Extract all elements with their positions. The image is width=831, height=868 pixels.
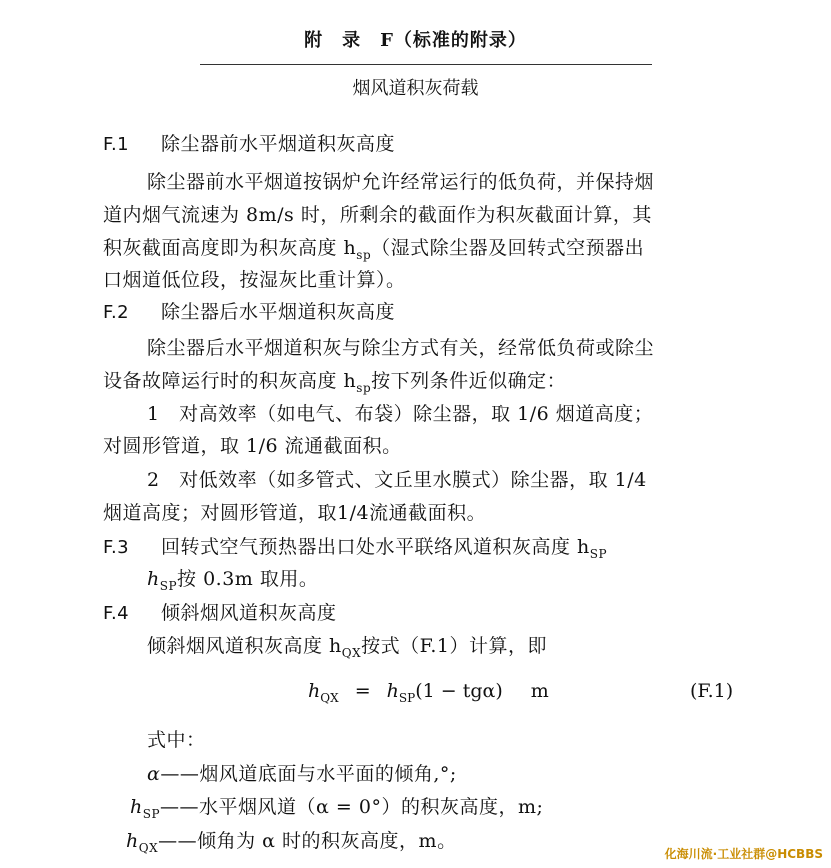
paragraph-line: 除尘器后水平烟道积灰与除尘方式有关，经常低负荷或除尘 [147,337,655,359]
section-f4-heading [103,601,337,626]
subscript: SP [142,806,161,821]
section-f3-heading [103,535,607,566]
paragraph-line [103,236,644,267]
definition-text: ——水平烟风道（α = 0°）的积灰高度，m; [160,796,544,818]
section-number: F.1 [103,134,130,155]
formula-lhs-var: h [308,680,321,702]
subscript: QX [138,840,159,855]
text-run: 积灰截面高度即为积灰高度 h [103,237,357,259]
definition-text: ——倾角为 α 时的积灰高度，m。 [158,830,457,852]
section-f1-heading [103,132,395,157]
text-run: （湿式除尘器及回转式空预器出 [371,237,645,259]
formula-rhs-var: h [386,680,399,702]
watermark: 化海川流·工业社群@HCBBS [664,847,823,861]
section-number: F.3 [103,537,130,558]
text-run: 按式（F.1）计算，即 [361,635,548,657]
paragraph-line [147,567,318,598]
paragraph-line [103,369,566,400]
subscript: sp [356,380,372,395]
subscript: SP [589,546,608,561]
section-title: 回转式空气预热器出口处水平联络风道积灰高度 h [161,536,590,558]
subscript: QX [341,645,362,660]
section-number: F.2 [103,302,130,323]
text-run: 设备故障运行时的积灰高度 h [103,370,357,392]
section-number: F.4 [103,603,130,624]
definition-symbol: h [130,796,143,818]
formula-rhs: (1 − tgα) [415,680,503,702]
formula-f1 [308,680,549,705]
formula-lhs-sub: QX [320,690,339,705]
list-item-cont: 对圆形管道，取 1/6 流通截面积。 [103,435,402,457]
where-label: 式中： [147,729,206,751]
definition-text: ——烟风道底面与水平面的倾角,°; [160,763,457,785]
appendix-title: 附 录 F（标准的附录） [304,30,527,51]
subscript: SP [159,578,178,593]
paragraph-line [147,634,547,665]
appendix-subtitle: 烟风道积灰荷载 [352,78,479,99]
title-rule [200,64,652,65]
equation-number: (F.1) [690,680,734,702]
definition-symbol: h [126,830,139,852]
variable: h [147,568,160,590]
list-item: 1 对高效率（如电气、布袋）除尘器，取 1/6 烟道高度； [147,403,654,425]
section-title: 除尘器后水平烟道积灰高度 [161,301,396,323]
formula-rhs-sub: SP [398,690,416,705]
text-run: 按下列条件近似确定： [371,370,567,392]
definition-row [126,829,457,860]
subscript: sp [356,247,372,262]
section-title: 倾斜烟风道积灰高度 [161,602,337,624]
section-f2-heading [103,300,395,325]
definition-symbol: α [147,763,161,785]
definition-row [147,762,457,786]
paragraph-line: 除尘器前水平烟道按锅炉允许经常运行的低负荷，并保持烟 [147,171,655,193]
formula-unit: m [530,680,549,702]
paragraph-line: 道内烟气流速为 8m/s 时，所剩余的截面作为积灰截面计算，其 [103,204,652,226]
formula-equals: = [354,680,371,702]
text-run: 倾斜烟风道积灰高度 h [147,635,342,657]
list-item-cont: 烟道高度；对圆形管道，取1/4流通截面积。 [103,502,487,524]
section-title: 除尘器前水平烟道积灰高度 [161,133,396,155]
definition-row [130,795,543,826]
paragraph-line: 口烟道低位段，按湿灰比重计算）。 [103,269,406,291]
list-item: 2 对低效率（如多管式、文丘里水膜式）除尘器，取 1/4 [147,469,647,491]
text-run: 按 0.3m 取用。 [177,568,319,590]
